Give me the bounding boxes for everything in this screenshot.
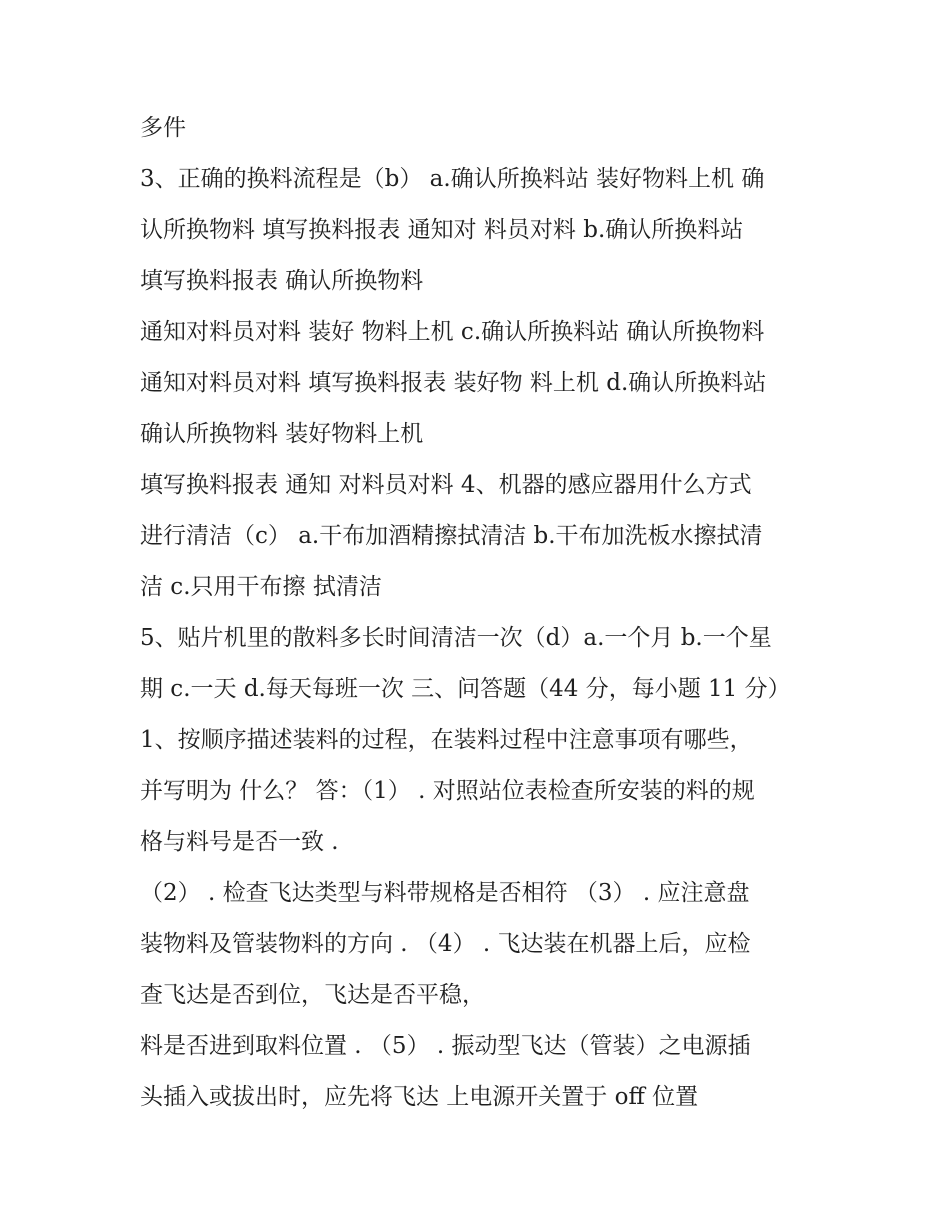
text-line: 通知对料员对料 填写换料报表 装好物 料上机 d.确认所换料站 <box>140 370 767 396</box>
text-line: 料是否进到取料位置 . （5） . 振动型飞达（管装）之电源插 <box>140 1033 751 1059</box>
text-line: 并写明为 什么？ 答：（1） . 对照站位表检查所安装的料的规 <box>140 778 755 804</box>
text-line: 填写换料报表 通知 对料员对料 4、机器的感应器用什么方式 <box>140 472 752 498</box>
text-line: 装物料及管装物料的方向 . （4） . 飞达装在机器上后，应检 <box>140 931 751 957</box>
text-line: 进行清洁（c） a.干布加酒精擦拭清洁 b.干布加洗板水擦拭清 <box>140 523 763 549</box>
text-line: 格与料号是否一致 . <box>140 829 339 855</box>
text-line: 认所换物料 填写换料报表 通知对 料员对料 b.确认所换料站 <box>140 217 744 243</box>
text-line: 确认所换物料 装好物料上机 <box>140 421 424 447</box>
text-line: 5、贴片机里的散料多长时间清洁一次（d）a.一个月 b.一个星 <box>140 625 772 651</box>
text-line: 查飞达是否到位，飞达是否平稳， <box>140 982 485 1008</box>
text-line: （2） . 检查飞达类型与料带规格是否相符 （3） . 应注意盘 <box>140 880 750 906</box>
text-line: 1、按顺序描述装料的过程，在装料过程中注意事项有哪些， <box>140 727 753 753</box>
text-line: 填写换料报表 确认所换物料 <box>140 268 424 294</box>
document-body <box>140 103 820 1123</box>
text-line: 通知对料员对料 装好 物料上机 c.确认所换料站 确认所换物料 <box>140 319 765 345</box>
text-line: 洁 c.只用干布擦 拭清洁 <box>140 574 382 600</box>
text-line: 头插入或拔出时，应先将飞达 上电源开关置于 off 位置 <box>140 1084 699 1110</box>
text-line: 多件 <box>140 115 186 141</box>
text-line: 3、正确的换料流程是（b） a.确认所换料站 装好物料上机 确 <box>140 166 765 192</box>
text-line: 期 c.一天 d.每天每班一次 三、问答题（44 分，每小题 11 分） <box>140 676 791 702</box>
